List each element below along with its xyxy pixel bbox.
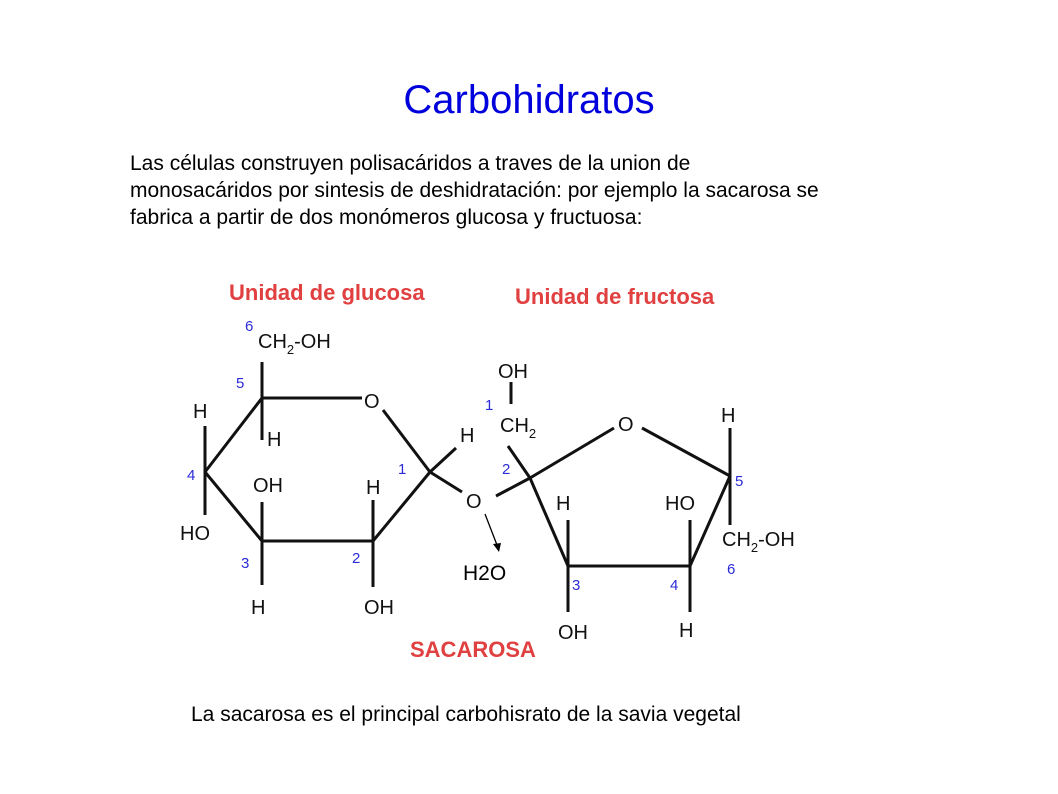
glucose-carbon-number: 3 xyxy=(241,555,250,572)
fructose-h-c5: H xyxy=(721,405,736,427)
glucose-ch2oh-oh: -OH xyxy=(294,331,331,353)
glucose-h-c5: H xyxy=(267,429,282,451)
glucose-carbon-number: 2 xyxy=(352,550,361,567)
fructose-ch2oh-sub: 2 xyxy=(750,540,759,555)
glucose-ch2oh-group xyxy=(258,331,331,357)
glucose-h-c4: H xyxy=(193,401,208,423)
glucose-ring-oxygen: O xyxy=(364,391,380,413)
glucose-h-c1: H xyxy=(460,425,475,447)
fructose-oh-c3: OH xyxy=(558,622,588,644)
fructose-carbon-number: 2 xyxy=(502,461,511,478)
water-label: H2O xyxy=(463,562,507,585)
fructose-carbon-number: 1 xyxy=(485,397,494,414)
glycosidic-oxygen: O xyxy=(466,491,482,513)
fructose-oh-c1: OH xyxy=(498,361,528,383)
fructose-ch2oh-oh: -OH xyxy=(758,529,795,551)
fructose-ch2-group xyxy=(500,415,536,441)
sucrose-label: SACAROSA xyxy=(410,637,536,662)
fructose-carbon-number: 3 xyxy=(572,577,581,594)
glucose-h-c2: H xyxy=(366,477,381,499)
fructose-carbon-number: 6 xyxy=(727,561,736,578)
fructose-unit-label: Unidad de fructosa xyxy=(515,284,715,309)
glucose-carbon-number: 1 xyxy=(398,461,407,478)
glucose-oh-c3: OH xyxy=(253,475,283,497)
glucose-carbon-number: 5 xyxy=(236,375,245,392)
glucose-ho-c4: HO xyxy=(180,523,210,545)
glucose-unit-label: Unidad de glucosa xyxy=(229,280,425,305)
fructose-carbon-number: 5 xyxy=(735,473,744,490)
glucose-ch2oh-ch: CH xyxy=(258,331,287,353)
slide-title: Carbohidratos xyxy=(403,78,655,122)
fructose-ch2oh-group xyxy=(722,529,795,555)
intro-line: fabrica a partir de dos monómeros glucosa y fructuosa: xyxy=(130,206,643,229)
fructose-h-c4: H xyxy=(679,620,694,642)
glycosidic-bond xyxy=(496,478,530,496)
fructose-h-c3: H xyxy=(556,493,571,515)
fructose-ho-c4: HO xyxy=(665,493,695,515)
fructose-ch2oh-ch: CH xyxy=(722,529,751,551)
water-arrow-head xyxy=(493,543,501,552)
fructose-ch2-ch: CH xyxy=(500,415,529,437)
intro-line: monosacáridos por sintesis de deshidratación: por ejemplo la sacarosa se xyxy=(130,179,819,202)
glucose-oh-c2: OH xyxy=(364,597,394,619)
glucose-ch2oh-sub: 2 xyxy=(286,342,295,357)
glucose-h-c3: H xyxy=(251,597,266,619)
fructose-carbon-number: 4 xyxy=(670,577,679,594)
fructose-ring-oxygen: O xyxy=(618,414,634,436)
caption-text: La sacarosa es el principal carbohisrato de la savia vegetal xyxy=(191,703,741,726)
water-arrow-line xyxy=(485,514,497,545)
glucose-ring-bonds xyxy=(205,362,462,587)
glucose-carbon-number: 4 xyxy=(187,467,196,484)
intro-line: Las células construyen polisacáridos a traves de la union de xyxy=(130,152,691,175)
fructose-ch2-sub: 2 xyxy=(528,426,537,441)
glucose-carbon-number: 6 xyxy=(245,318,254,335)
